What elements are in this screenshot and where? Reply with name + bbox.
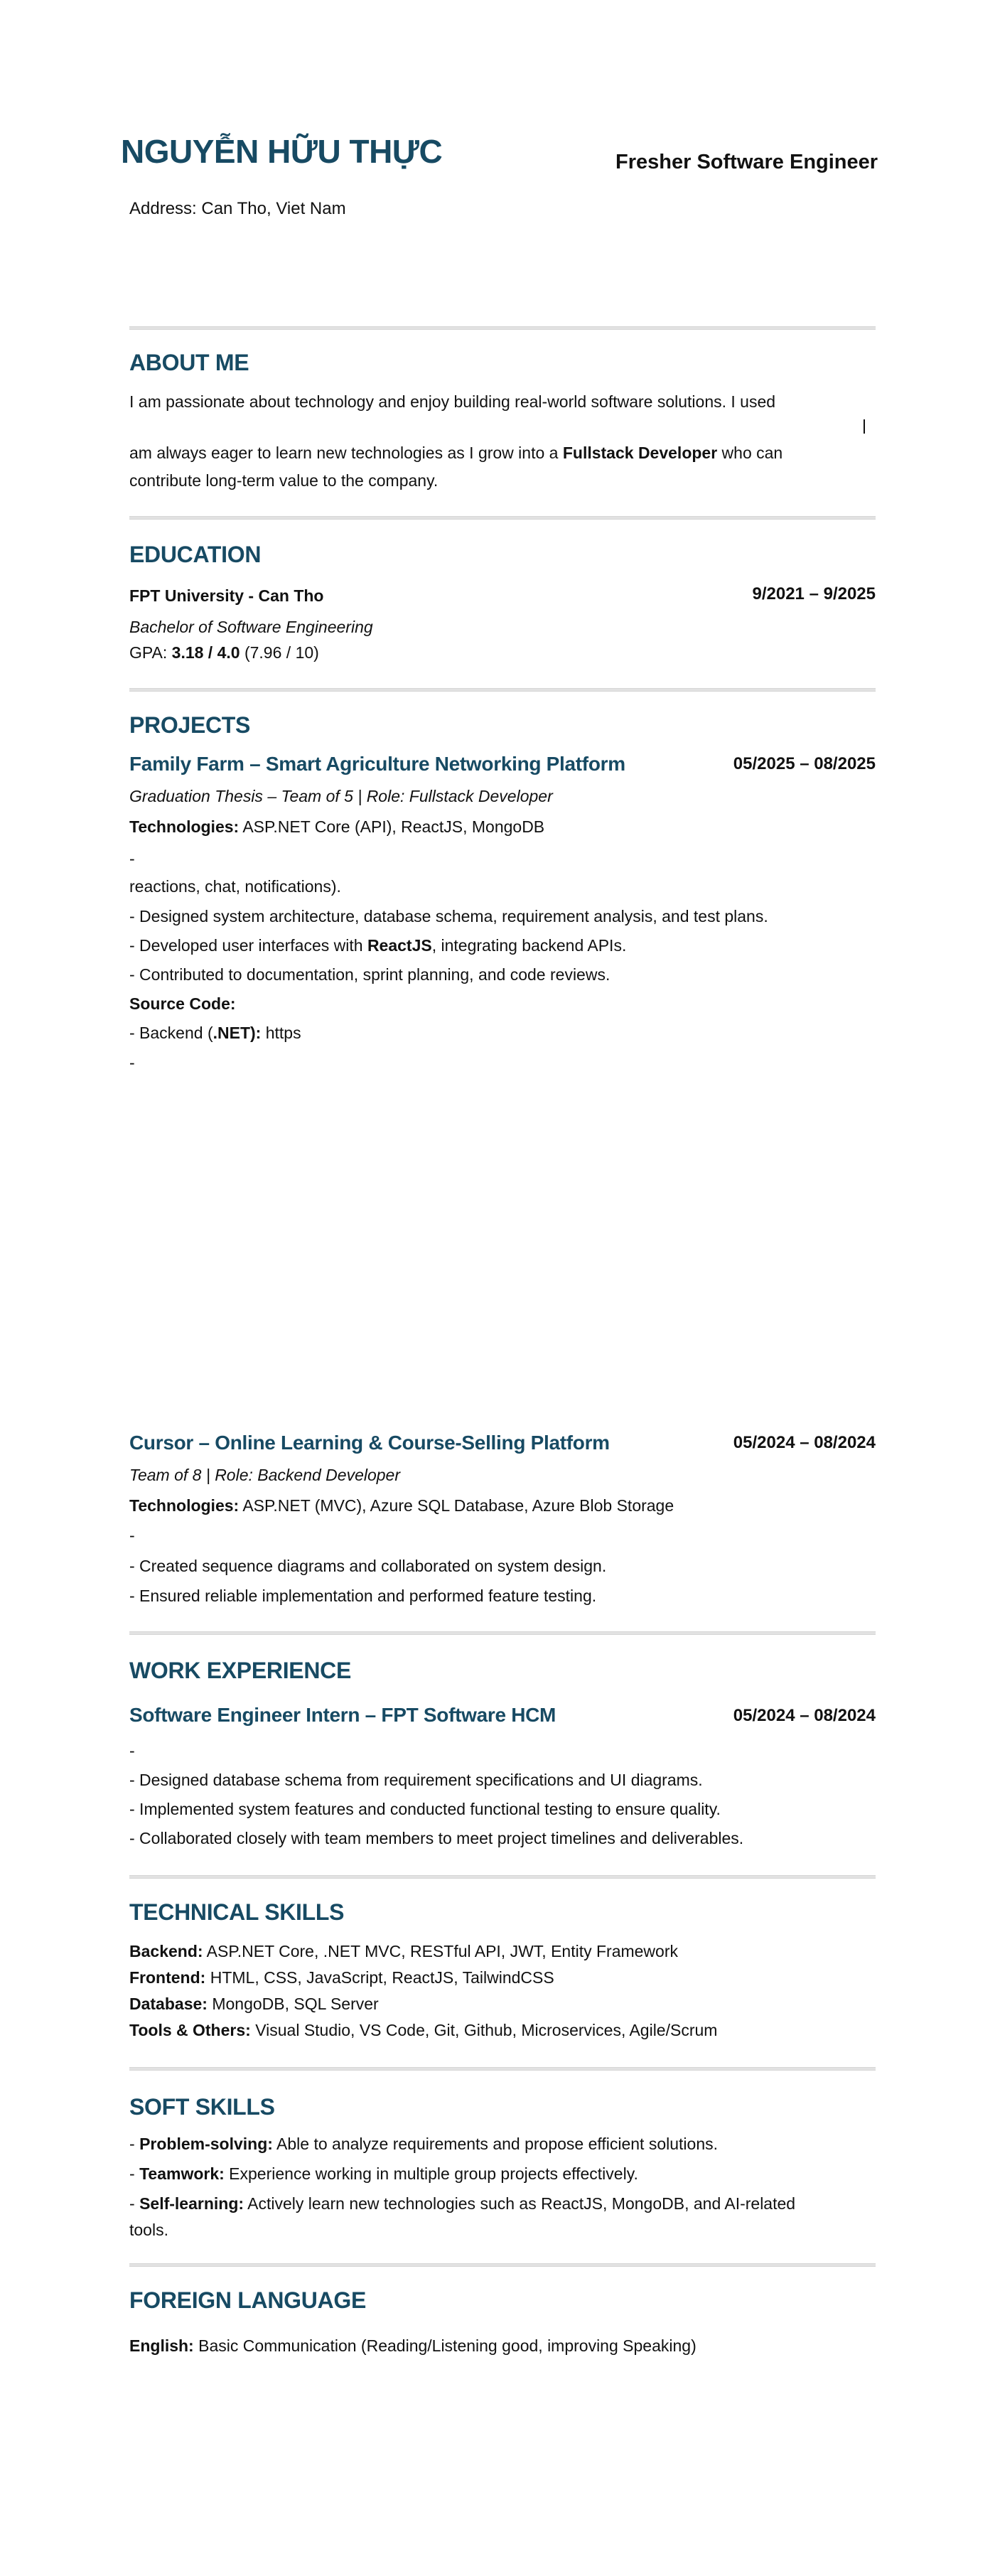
work-bullet: - Implemented system features and conducted functional testing to ensure quality.	[129, 1800, 721, 1818]
project-subtitle: Team of 8 | Role: Backend Developer	[129, 1466, 401, 1484]
language-level: Basic Communication (Reading/Listening good, improving Speaking)	[193, 2336, 696, 2355]
project-title: Family Farm – Smart Agriculture Networking Platform	[129, 753, 625, 775]
section-divider	[129, 2263, 876, 2267]
skill-label: Frontend:	[129, 1968, 206, 1987]
project-subtitle: Graduation Thesis – Team of 5 | Role: Fullstack Developer	[129, 787, 553, 805]
tech-list: ASP.NET (MVC), Azure SQL Database, Azure Blob Storage	[239, 1496, 674, 1515]
soft-skill-label: Teamwork:	[139, 2164, 225, 2183]
project-bullet	[129, 935, 626, 955]
bullet-text: , integrating backend APIs.	[431, 936, 627, 955]
skill-value: HTML, CSS, JavaScript, ReactJS, TailwindCSS	[205, 1968, 554, 1987]
bullet-dash: -	[129, 2194, 140, 2213]
section-heading-work: WORK EXPERIENCE	[129, 1658, 351, 1683]
project-bullet: - Ensured reliable implementation and performed feature testing.	[129, 1587, 597, 1605]
about-text: am always eager to learn new technologies as I grow into a	[129, 444, 563, 462]
language-english	[129, 2336, 696, 2356]
gpa-scale: (7.96 / 10)	[240, 643, 319, 662]
section-heading-foreign-language: FOREIGN LANGUAGE	[129, 2287, 366, 2313]
gpa-label: GPA:	[129, 643, 172, 662]
project-technologies	[129, 817, 544, 837]
bullet-dash: -	[129, 849, 135, 868]
project-dates: 05/2024 – 08/2024	[733, 1433, 876, 1452]
project-technologies	[129, 1496, 674, 1515]
section-divider	[129, 1631, 876, 1635]
project-bullet: - Created sequence diagrams and collaborated on system design.	[129, 1557, 607, 1575]
bullet-dash: -	[129, 1526, 135, 1545]
source-code-label: Source Code:	[129, 994, 236, 1013]
link-label-bold: ):	[250, 1024, 262, 1042]
section-heading-education: EDUCATION	[129, 542, 262, 567]
bullet-dash: -	[129, 1742, 135, 1760]
skill-label: Backend:	[129, 1942, 203, 1960]
soft-skill-value: Experience working in multiple group projects effectively.	[224, 2164, 638, 2183]
work-bullet: - Collaborated closely with team members to meet project timelines and deliverables.	[129, 1829, 744, 1847]
source-url[interactable]: https	[261, 1024, 301, 1042]
skill-row-database	[129, 1994, 379, 2014]
school-name: FPT University - Can Tho	[129, 586, 324, 605]
soft-skill-label: Problem-solving:	[139, 2135, 273, 2153]
project-bullet: - Contributed to documentation, sprint planning, and code reviews.	[129, 965, 611, 984]
education-dates: 9/2021 – 9/2025	[752, 584, 876, 603]
bullet-continuation: reactions, chat, notifications).	[129, 877, 341, 896]
candidate-name: NGUYỄN HỮU THỰC	[121, 133, 443, 170]
section-heading-soft-skills: SOFT SKILLS	[129, 2094, 275, 2120]
degree: Bachelor of Software Engineering	[129, 618, 373, 636]
link-label: - Backend (	[129, 1024, 213, 1042]
project-dates: 05/2025 – 08/2025	[733, 754, 876, 773]
gpa-value: 3.18 / 4.0	[171, 643, 240, 662]
section-divider	[129, 688, 876, 692]
backend-source-link[interactable]	[129, 1023, 301, 1043]
soft-skill-teamwork	[129, 2164, 638, 2184]
about-line-2	[129, 443, 782, 463]
skill-row-tools	[129, 2020, 717, 2040]
tech-list: ASP.NET Core (API), ReactJS, MongoDB	[239, 817, 545, 836]
about-line-1: I am passionate about technology and enjoy building real-world software solutions. I used	[129, 392, 776, 411]
section-divider	[129, 1875, 876, 1879]
about-text: who can	[717, 444, 783, 462]
tech-label: Technologies:	[129, 1496, 240, 1515]
soft-skill-problem-solving	[129, 2134, 718, 2154]
soft-skill-value: Able to analyze requirements and propose efficient solutions.	[272, 2135, 718, 2153]
bullet-dash: -	[129, 2135, 140, 2153]
skill-value: ASP.NET Core, .NET MVC, RESTful API, JWT, Entity Framework	[203, 1942, 678, 1960]
section-heading-projects: PROJECTS	[129, 712, 251, 738]
section-heading-technical-skills: TECHNICAL SKILLS	[129, 1899, 345, 1925]
link-label-bold: .NET	[213, 1024, 250, 1042]
soft-skill-value: Actively learn new technologies such as ReactJS, MongoDB, and AI-related	[244, 2194, 796, 2213]
skill-row-backend	[129, 1941, 678, 1961]
section-heading-about: ABOUT ME	[129, 350, 249, 375]
text-cursor	[864, 419, 865, 434]
skill-label: Database:	[129, 1995, 208, 2013]
skill-row-frontend	[129, 1968, 554, 1987]
skill-value: Visual Studio, VS Code, Git, Github, Microservices, Agile/Scrum	[250, 2021, 718, 2039]
about-line-3: contribute long-term value to the company.	[129, 471, 439, 490]
section-divider	[129, 516, 876, 520]
gpa	[129, 643, 319, 662]
project-bullet: - Designed system architecture, database schema, requirement analysis, and test plans.	[129, 907, 768, 925]
about-highlight: Fullstack Developer	[562, 444, 718, 462]
language-label: English:	[129, 2336, 194, 2355]
soft-skill-self-learning	[129, 2194, 795, 2213]
soft-skill-label: Self-learning:	[139, 2194, 244, 2213]
bullet-text: - Developed user interfaces with	[129, 936, 367, 955]
skill-value: MongoDB, SQL Server	[207, 1995, 379, 2013]
job-title: Fresher Software Engineer	[615, 151, 878, 173]
job-role-title: Software Engineer Intern – FPT Software HCM	[129, 1704, 556, 1726]
soft-skill-wrap: tools.	[129, 2221, 168, 2239]
work-bullet: - Designed database schema from requirement specifications and UI diagrams.	[129, 1771, 703, 1789]
address: Address: Can Tho, Viet Nam	[129, 199, 346, 218]
section-divider	[129, 2067, 876, 2071]
bullet-dash: -	[129, 2164, 140, 2183]
tech-label: Technologies:	[129, 817, 240, 836]
skill-label: Tools & Others:	[129, 2021, 251, 2039]
project-title: Cursor – Online Learning & Course-Selling Platform	[129, 1432, 610, 1454]
work-dates: 05/2024 – 08/2024	[733, 1706, 876, 1725]
section-divider	[129, 326, 876, 330]
bullet-highlight: ReactJS	[367, 936, 432, 955]
bullet-dash: -	[129, 1053, 135, 1072]
